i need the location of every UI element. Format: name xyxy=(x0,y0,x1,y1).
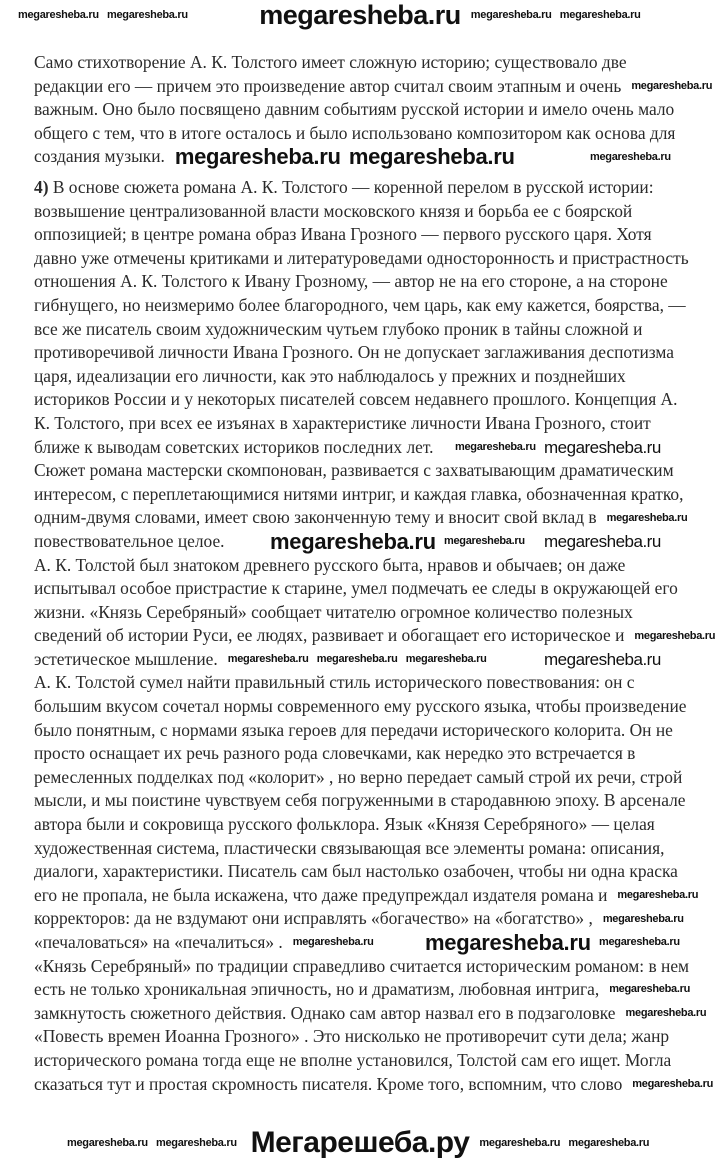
watermark-text: megaresheba.ru xyxy=(634,629,716,642)
text-line: художественная система, пластически связывающая все элементы романа: описания, xyxy=(34,837,665,858)
text-line: исторического романа тогда еще не вполне установился, Толстой сам его ищет. Могла xyxy=(34,1049,672,1070)
site-footer-logo: Мегарешеба.ру xyxy=(250,1126,470,1159)
text-line: испытывал особое пристрастие к старине, умел подмечать ее следы в окружающей его xyxy=(34,578,678,599)
text-line: эстетическое мышление. xyxy=(34,648,218,669)
text-line: мысли, и мы поистине чувствуем себя погруженными в стародавнюю эпоху. В арсенале xyxy=(34,790,686,811)
line-text: В основе сюжета романа А. К. Толстого — коренной перелом в русской истории: xyxy=(48,177,654,197)
watermark-text: megaresheba.ru xyxy=(270,528,436,554)
text-line: интересом, с переплетающимися нитями интриг, и каждая главка, обозначенная кратко, xyxy=(34,483,684,504)
watermark-text: megaresheba.ru xyxy=(107,9,188,22)
watermark-text: megaresheba.ru xyxy=(455,440,536,453)
watermark-text: megaresheba.ru xyxy=(444,535,525,548)
watermark-text: megaresheba.ru xyxy=(156,1136,237,1149)
text-line: просто оснащает их речь разного рода словечками, как нередко это встречается в xyxy=(34,743,636,764)
watermark-text: megaresheba.ru xyxy=(606,511,688,524)
watermark-text: megaresheba.ru xyxy=(632,1077,714,1090)
watermark-text: megaresheba.ru xyxy=(470,9,552,22)
watermark-text: megaresheba.ru xyxy=(568,1136,650,1149)
watermark-text: megaresheba.ru xyxy=(227,653,309,666)
watermark-text: megaresheba.ru xyxy=(609,983,690,996)
text-line: ближе к выводам советских историков последних лет. xyxy=(34,436,434,457)
text-line: царя, идеализации его личности, как это наблюдалось у прежних и позднейших xyxy=(34,365,626,386)
answer-4-text xyxy=(34,176,689,1096)
watermark-text: megaresheba.ru xyxy=(316,653,398,666)
text-line: общего с тем, что в итоге осталось и было использовано композитором как основа для xyxy=(34,122,676,143)
watermark-text: megaresheba.ru xyxy=(590,150,671,163)
text-line: диалоги, характеристики. Писатель сам был настолько озабочен, чтобы ни одна краска xyxy=(34,861,678,882)
text-line: замкнутость сюжетного действия. Однако сам автор назвал его в подзаголовке xyxy=(34,1002,616,1023)
text-line: противоречивой личности Ивана Грозного. Он не допускает заглаживания деспотизма xyxy=(34,342,674,363)
watermark-text: megaresheba.ru xyxy=(544,437,661,457)
watermark-text: megaresheba.ru xyxy=(625,1007,707,1020)
watermark-text: megaresheba.ru xyxy=(602,912,684,925)
text-line: есть не только хроникальная эпичность, но и драматизм, любовная интрига, xyxy=(34,979,600,1000)
text-line: было понятным, с нормами языка героев для передачи исторического колорита. Он не xyxy=(34,719,673,740)
text-line: ремесленных подделках под «колорит» , но верно передает самый строй их речи, строй xyxy=(34,766,683,787)
text-line: его не пропала, не была искажена, что даже предупреждал издателя романа и xyxy=(34,884,608,905)
text-line: Сюжет романа мастерски скомпонован, развивается с захватывающим драматическим xyxy=(34,460,674,481)
text-line: автора были и сокровища русского фольклора. Язык «Князя Серебряного» — целая xyxy=(34,814,655,835)
text-line: сказаться тут и простая скромность писателя. Кроме того, вспомним, что слово xyxy=(34,1073,623,1094)
watermark-text: megaresheba.ru xyxy=(599,936,680,949)
text-line: А. К. Толстой сумел найти правильный стиль исторического повествования: он с xyxy=(34,672,635,693)
text-line: оппозицией; в центре романа образ Ивана Грозного — первого русского царя. Хотя xyxy=(34,224,652,245)
answer-number: 4) xyxy=(34,177,49,197)
text-line: «Князь Серебряный» по традиции справедливо считается историческим романом: в нем xyxy=(34,955,690,976)
watermark-text: megaresheba.ru xyxy=(292,936,374,949)
text-line: редакции его — причем это произведение автор считал своим этапным и очень xyxy=(34,75,622,96)
watermark-text: megaresheba.ru xyxy=(544,532,661,552)
text-line: одним-двумя словами, имеет свою законченную тему и вносит свой вклад в xyxy=(34,507,597,528)
watermark-text: megaresheba.ru xyxy=(479,1136,561,1149)
answer-4-first-line xyxy=(34,176,689,200)
text-line: сведений об истории Руси, ее людях, развивает и обогащает его историческое и xyxy=(34,625,625,646)
text-line: повествовательное целое. xyxy=(34,530,225,551)
watermark-text: megaresheba.ru xyxy=(67,1136,148,1149)
text-line: создания музыки. xyxy=(34,146,165,167)
text-line: корректоров: да не вздумают они исправлять «богачество» на «богатство» , xyxy=(34,908,593,929)
watermark-text: megaresheba.ru xyxy=(348,144,515,170)
site-header-logo: megaresheba.ru xyxy=(259,0,461,30)
text-line: «печаловаться» на «печалиться» . xyxy=(34,932,283,952)
watermark-text: megaresheba.ru xyxy=(617,889,699,902)
text-line: «Повесть времен Иоанна Грозного» . Это нисколько не противоречит сути дела; жанр xyxy=(34,1026,670,1047)
text-line: историков России и у некоторых писателей совсем недавнего прошлого. Концепция А. xyxy=(34,389,678,410)
text-line: жизни. «Князь Серебряный» сообщает читателю огромное количество полезных xyxy=(34,601,633,622)
text-line: важным. Оно было посвящено давним событиям русской истории и имело очень мало xyxy=(34,99,675,120)
text-line: возвышение централизованной власти московского князя и борьба ее с боярской xyxy=(34,200,633,221)
watermark-text: megaresheba.ru xyxy=(425,929,591,955)
watermark-text: megaresheba.ru xyxy=(18,9,99,22)
text-line: все же писатель своим художническим чутьем глубоко проник в тайны сложной и xyxy=(34,318,643,339)
watermark-text: megaresheba.ru xyxy=(559,9,641,22)
text-line: большим вкусом сочетал нормы современного ему русского языка, чтобы произведение xyxy=(34,696,687,717)
text-line: давно уже отмечены критиками и литературоведами односторонность и пристрастность xyxy=(34,247,689,268)
watermark-text: megaresheba.ru xyxy=(631,79,713,92)
text-line: Само стихотворение А. К. Толстого имеет сложную историю; существовало две xyxy=(34,52,627,72)
text-line: отношения А. К. Толстого к Ивану Грозному, — автор не на его стороне, а на стороне xyxy=(34,271,668,292)
text-line: гибнущего, но неизмеримо более благородного, чем царь, как ему кажется, боярства, — xyxy=(34,294,686,315)
text-line: А. К. Толстой был знатоком древнего русского быта, нравов и обычаев; он даже xyxy=(34,554,626,575)
watermark-text: megaresheba.ru xyxy=(405,653,487,666)
watermark-text: megaresheba.ru xyxy=(174,144,341,170)
watermark-text: megaresheba.ru xyxy=(544,650,661,670)
text-line: К. Толстого, при всех ее изъянах в характеристике личности Ивана Грозного, стоит xyxy=(34,412,651,433)
